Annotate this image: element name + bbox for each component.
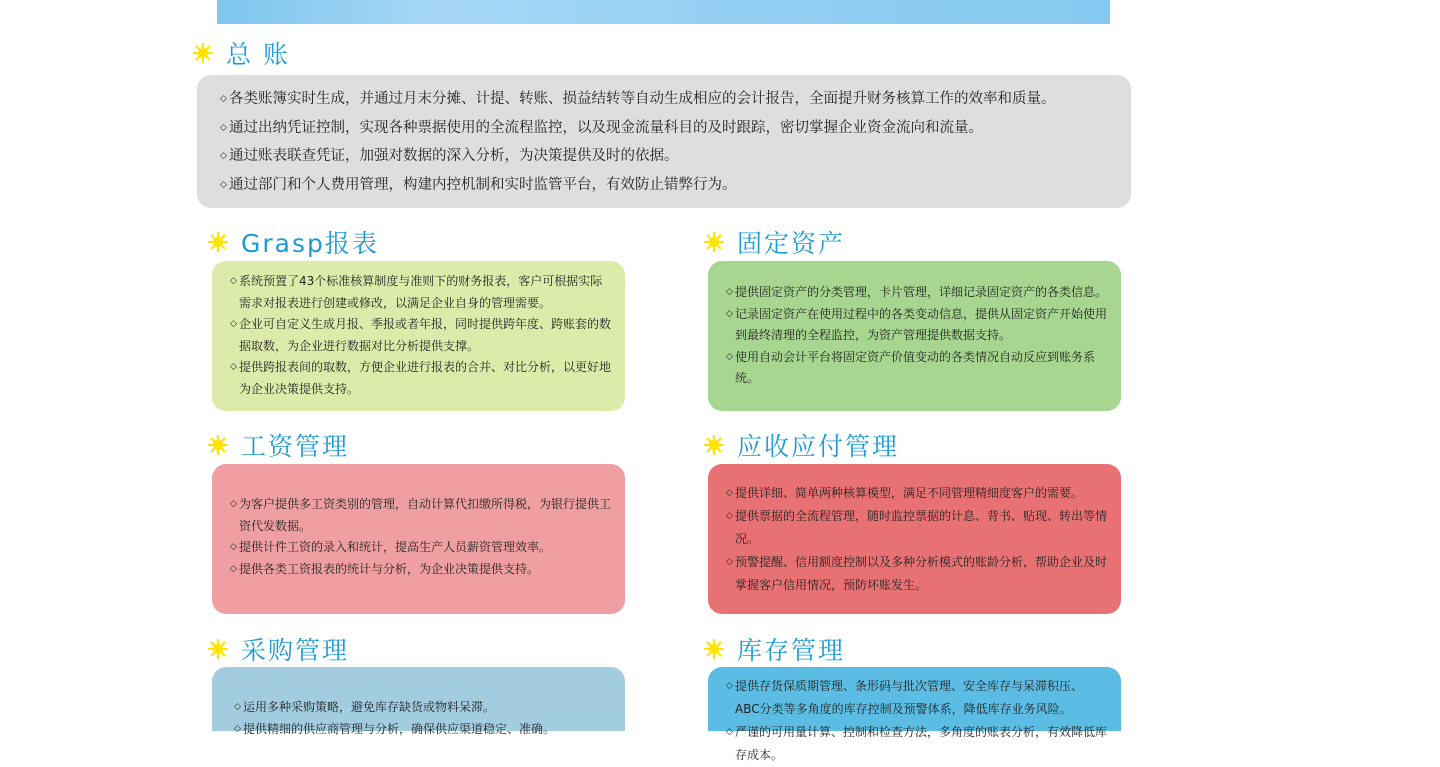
ledger-panel (197, 75, 1131, 208)
section-heading-inventory (704, 631, 845, 667)
list-item: ◇ 企业可自定义生成月报、季报或者年报，同时提供跨年度、跨账套的数据取数，为企业进行数据对比分析提供支撑。 (232, 314, 611, 357)
star-bullet-icon (193, 43, 213, 63)
section-title: 采购管理 (241, 636, 350, 665)
list-item: ◇ 通过账表联查凭证，加强对数据的深入分析，为决策提供及时的依据。 (229, 142, 1121, 171)
section-title: 固定资产 (737, 229, 846, 258)
section-title: 库存管理 (737, 636, 846, 665)
list-item: ◇ 通过部门和个人费用管理，构建内控机制和实时监管平台，有效防止错弊行为。 (229, 171, 1121, 200)
star-bullet-icon (704, 435, 724, 455)
list-item: ◇ 提供计件工资的录入和统计，提高生产人员薪资管理效率。 (232, 537, 611, 559)
section-heading-ar-ap (704, 427, 899, 463)
star-bullet-icon (704, 639, 724, 659)
list-item: ◇ 提供各类工资报表的统计与分析，为企业决策提供支持。 (232, 559, 611, 581)
list-item: ◇ 为客户提供多工资类别的管理，自动计算代扣缴所得税，为银行提供工资代发数据。 (232, 494, 611, 537)
star-bullet-icon (704, 232, 724, 252)
list-item: ◇ 提供跨报表间的取数，方便企业进行报表的合并、对比分析，以更好地为企业决策提供支持。 (232, 357, 611, 400)
list-item: ◇ 提供精细的供应商管理与分析，确保供应渠道稳定、准确。 (236, 719, 611, 741)
section-heading-salary (208, 427, 349, 463)
list-item: ◇ 各类账簿实时生成，并通过月末分摊、计提、转账、损益结转等自动生成相应的会计报告，全面提升财务核算工作的效率和质量。 (229, 85, 1121, 114)
list-item: ◇ 运用多种采购策略，避免库存缺货或物料呆滞。 (236, 697, 611, 719)
list-item: ◇ 提供固定资产的分类管理，卡片管理，详细记录固定资产的各类信息。 (728, 282, 1107, 304)
assets-panel (708, 261, 1121, 411)
purchase-panel (212, 667, 625, 736)
star-bullet-icon (208, 639, 228, 659)
section-heading-assets (704, 224, 845, 260)
list-item: ◇ 提供存货保质期管理、条形码与批次管理、安全库存与呆滞积压、ABC分类等多角度的库存控制及预警体系，降低库存业务风险。 (728, 675, 1107, 721)
list-item: ◇ 系统预置了43个标准核算制度与准则下的财务报表，客户可根据实际需求对报表进行创建或修改，以满足企业自身的管理需要。 (232, 271, 611, 314)
list-item: ◇ 通过出纳凭证控制，实现各种票据使用的全流程监控，以及现金流量科目的及时跟踪，密切掌握企业资金流向和流量。 (229, 114, 1121, 143)
section-heading-ledger (193, 35, 290, 71)
top-banner (217, 0, 1110, 24)
list-item: ◇ 提供详细、简单两种核算模型，满足不同管理精细度客户的需要。 (728, 482, 1107, 505)
list-item: ◇ 预警提醒、信用额度控制以及多种分析模式的账龄分析，帮助企业及时掌握客户信用情况，预防坏账发生。 (728, 551, 1107, 597)
section-title: Grasp报表 (241, 229, 379, 258)
section-heading-report (208, 224, 379, 260)
list-item: ◇ 严谨的可用量计算、控制和检查方法，多角度的账表分析，有效降低库存成本。 (728, 721, 1107, 767)
list-item: ◇ 提供票据的全流程管理，随时监控票据的计息、背书、贴现、转出等情况。 (728, 505, 1107, 551)
section-title: 总 账 (226, 40, 290, 69)
section-heading-purchase (208, 631, 349, 667)
inventory-panel (708, 667, 1121, 762)
star-bullet-icon (208, 435, 228, 455)
section-title: 工资管理 (241, 432, 350, 461)
list-item: ◇ 使用自动会计平台将固定资产价值变动的各类情况自动反应到账务系统。 (728, 347, 1107, 390)
report-panel (212, 261, 625, 411)
star-bullet-icon (208, 232, 228, 252)
list-item: ◇ 记录固定资产在使用过程中的各类变动信息，提供从固定资产开始使用到最终清理的全程监控，为资产管理提供数据支持。 (728, 304, 1107, 347)
ar-ap-panel (708, 464, 1121, 614)
salary-panel (212, 464, 625, 614)
section-title: 应收应付管理 (737, 432, 900, 461)
